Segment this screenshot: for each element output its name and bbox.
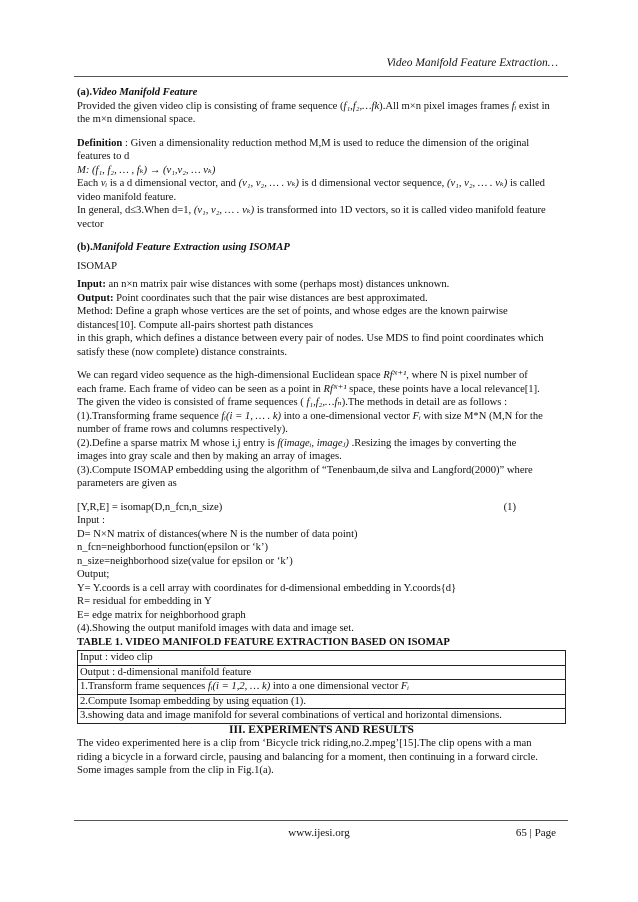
- section-a-paragraph-line2: the m×n dimensional space.: [77, 114, 196, 125]
- running-header: Video Manifold Feature Extraction…: [386, 57, 558, 69]
- param-d: D= N×N matrix of distances(where N is the number of data point): [77, 528, 358, 540]
- step4-line: (4).Showing the output manifold images with data and image set.: [77, 623, 354, 634]
- method-line1: Method: Define a graph whose vertices are the set of points, and whose edges are the known pairwise: [77, 306, 508, 317]
- algorithm-table: [77, 650, 566, 724]
- definition-line: Definition : Given a dimensionality reduction method M,M is used to reduce the dimension of the original: [77, 137, 530, 149]
- isomap-output: Output: Point coordinates such that the pair wise distances are best approximated.: [77, 292, 428, 304]
- params-input-label: Input :: [77, 515, 105, 526]
- table-row: Input : video clip: [80, 652, 153, 663]
- section-3-heading: III. EXPERIMENTS AND RESULTS: [229, 723, 414, 736]
- definition-line2: features to d: [77, 151, 130, 162]
- page-number: 65 | Page: [515, 827, 556, 839]
- each-line2: video manifold feature.: [77, 191, 177, 203]
- table-row: 1.Transform frame sequences fᵢ(i = 1,2, … k) into a one dimensional vector Fᵢ: [78, 679, 565, 694]
- euclidean-line2: each frame. Each frame of video can be seen as a point in Rfᴺ⁺¹ space, these points have a local relevance[1].: [77, 383, 540, 395]
- general-line2: vector: [77, 218, 104, 230]
- isomap-input: Input: an n×n matrix pair wise distances with some (perhaps most) distances unknown.: [77, 279, 450, 290]
- step2-line: (2).Define a sparse matrix M whose i,j entry is f(imageᵢ, imageⱼ) .Resizing the images by converting the: [77, 437, 517, 449]
- experiments-line3: Some images sample from the clip in Fig.1(a).: [77, 765, 274, 776]
- method-line2: distances[10]. Compute all-pairs shortest path distances: [77, 319, 313, 331]
- output-e: E= edge matrix for neighborhood graph: [77, 609, 246, 621]
- step1-line2: number of frame rows and columns respectively).: [77, 424, 288, 435]
- isomap-label: ISOMAP: [77, 260, 118, 272]
- step1-line: (1).Transforming frame sequence fᵢ(i = 1, … . k) into a one-dimensional vector Fᵢ with size M*N (M,N for the: [77, 410, 543, 422]
- step3-line: (3).Compute ISOMAP embedding using the algorithm of “Tenenbaum,de silva and Langford(2000)” where: [77, 464, 533, 476]
- table-row: Output : d-dimensional manifold feature: [78, 665, 565, 680]
- each-line: Each vᵢ is a d dimensional vector, and (v₁, v₂, … . vₖ) is d dimensional vector sequence, (v₁, v₂, … . vₖ) is called: [77, 178, 545, 189]
- step3-line2: parameters are given as: [77, 478, 177, 489]
- table-row: 2.Compute Isomap embedding by using equation (1).: [78, 694, 565, 709]
- header-divider: [74, 76, 568, 77]
- footer-url: www.ijesi.org: [288, 827, 350, 839]
- definition-formula: M: (f₁, f₂, … , fₖ) → (v₁,v₂, … vₖ): [77, 164, 216, 176]
- param-n-fcn: n_fcn=neighborhood function(epsilon or ‘k’): [77, 542, 269, 553]
- section-b-heading: (b).Manifold Feature Extraction using ISOMAP: [77, 242, 290, 253]
- table-row: 3.showing data and image manifold for several combinations of vertical and horizontal dimensions.: [78, 708, 565, 723]
- experiments-line2: riding a bicycle in a forward circle, pausing and balancing for a moment, then continuing in a forward circle.: [77, 751, 538, 763]
- article-body: [77, 86, 566, 778]
- method-line3: in this graph, which defines a distance between every pair of nodes. Use MDS to find point coordinates which: [77, 333, 544, 344]
- section-a-heading: (a).Video Manifold Feature: [77, 87, 198, 98]
- euclidean-line1: We can regard video sequence as the high-dimensional Euclidean space Rfᴺ⁺¹, where N is pixel number of: [77, 370, 528, 381]
- equation-1: [Y,R,E] = isomap(D,n_fcn,n_size) (1): [77, 501, 516, 513]
- equation-number: (1): [503, 501, 516, 513]
- experiments-line1: The video experimented here is a clip from ‘Bicycle trick riding,no.2.mpeg’[15].The clip opens with a man: [77, 738, 532, 749]
- param-n-size: n_size=neighborhood size(value for epsilon or ‘k’): [77, 555, 293, 567]
- table-caption: TABLE 1. VIDEO MANIFOLD FEATURE EXTRACTION BASED ON ISOMAP: [77, 636, 450, 648]
- method-line4: satisfy these (now complete) distance constraints.: [77, 346, 288, 358]
- footer-divider: [74, 820, 568, 821]
- general-line: In general, d≤3.When d=1, (v₁, v₂, … . vₖ) is transformed into 1D vectors, so it is called video manifold feature: [77, 205, 546, 216]
- step2-line2: images into gray scale and then by making an array of images.: [77, 451, 342, 462]
- output-y: Y= Y.coords is a cell array with coordinates for d-dimensional embedding in Y.coords{d}: [77, 582, 457, 594]
- section-a-paragraph: Provided the given video clip is consisting of frame sequence (f₁,f₂,…fk).All m×n pixel images frames fᵢ exist in: [77, 100, 550, 112]
- params-output-label: Output;: [77, 569, 110, 580]
- output-r: R= residual for embedding in Y: [77, 596, 212, 607]
- euclidean-line3: The given the video is consisted of frame sequences ( f₁,f₂,…fₙ).The methods in detail are as follows :: [77, 397, 508, 408]
